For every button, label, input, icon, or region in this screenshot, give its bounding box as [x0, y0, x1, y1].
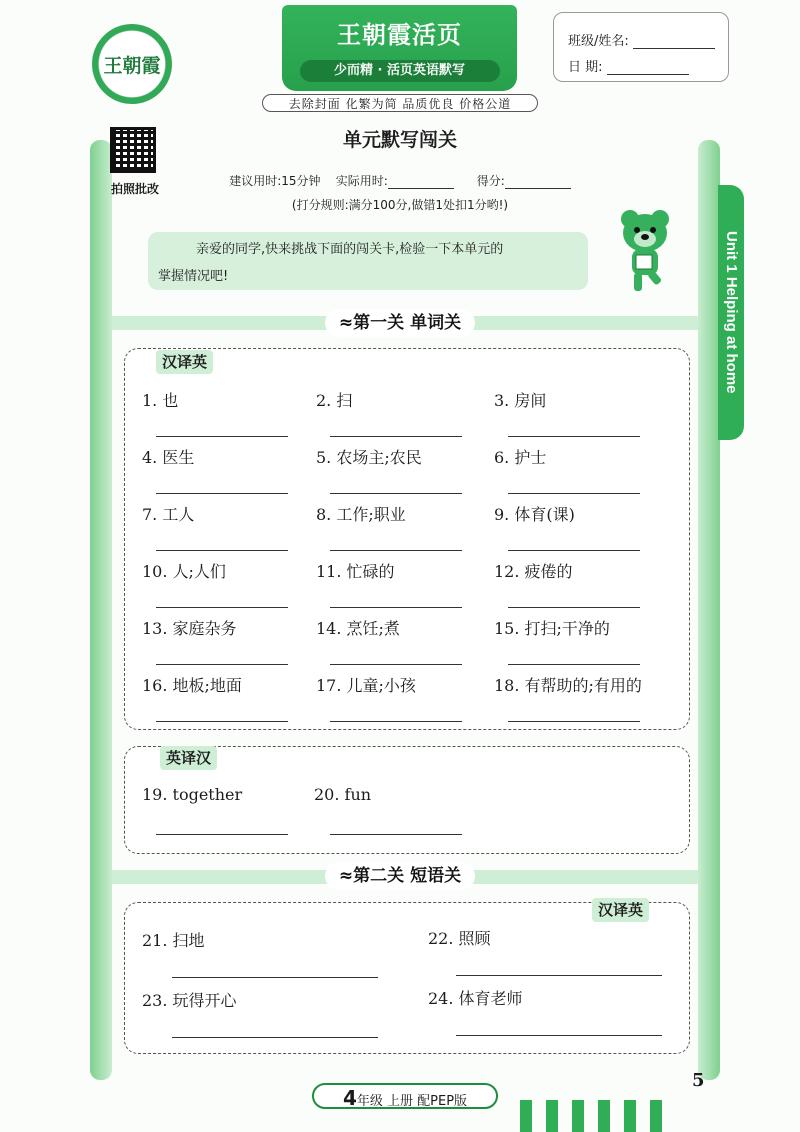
part-tag-cn-en: 汉译英: [156, 350, 213, 374]
footer-decoration: [520, 1100, 670, 1132]
part-tag-en-cn: 英译汉: [160, 746, 217, 770]
vocab-item-11: 11. 忙碌的: [316, 562, 395, 581]
actual-time-field[interactable]: [388, 176, 454, 189]
vocab-item-10: 10. 人;人们: [142, 562, 226, 581]
brand-logo: [92, 24, 172, 104]
suggested-time: 建议用时:15分钟: [229, 174, 321, 188]
grade-badge: [312, 1083, 498, 1109]
actual-time-label: 实际用时:: [335, 174, 388, 188]
score-label: 得分:: [476, 174, 505, 188]
vocab-item-7: 7. 工人: [142, 505, 195, 524]
phrase-item-23: 23. 玩得开心: [142, 991, 237, 1010]
page-frame-right: [698, 140, 720, 1080]
score-field[interactable]: [505, 176, 571, 189]
vocab-item-1: 1. 也: [142, 391, 179, 410]
intro-line-2: 掌握情况吧!: [158, 269, 229, 284]
answer-line-12[interactable]: [508, 607, 640, 608]
answer-line-22[interactable]: [456, 975, 662, 976]
page-number: 5: [692, 1070, 705, 1091]
answer-line-24[interactable]: [456, 1035, 662, 1036]
unit-side-tab: Unit 1 Helping at home: [718, 185, 744, 440]
page-frame-left: [90, 140, 112, 1080]
answer-line-16[interactable]: [156, 721, 288, 722]
time-line: [0, 172, 800, 189]
answer-line-6[interactable]: [508, 493, 640, 494]
section-1-title: ≈第一关 单词关: [325, 309, 475, 337]
qr-label: 拍照批改: [110, 182, 159, 196]
vocab-item-13: 13. 家庭杂务: [142, 619, 237, 638]
answer-line-11[interactable]: [330, 607, 462, 608]
phrase-item-21: 21. 扫地: [142, 931, 205, 950]
vocab-item-18: 18. 有帮助的;有用的: [494, 676, 642, 695]
answer-line-7[interactable]: [156, 550, 288, 551]
section-2-title: ≈第二关 短语关: [325, 862, 475, 890]
answer-line-2[interactable]: [330, 436, 462, 437]
vocab-item-9: 9. 体育(课): [494, 505, 575, 524]
answer-line-20[interactable]: [330, 834, 462, 835]
answer-line-5[interactable]: [330, 493, 462, 494]
section-2-heading: [0, 862, 800, 890]
vocab-item-16: 16. 地板;地面: [142, 676, 242, 695]
vocab-item-15: 15. 打扫;干净的: [494, 619, 610, 638]
banner-subtitle: 少而精 · 活页英语默写: [300, 60, 500, 82]
banner-title: 王朝霞活页: [337, 20, 462, 49]
answer-line-8[interactable]: [330, 550, 462, 551]
vocab-item-6: 6. 护士: [494, 448, 547, 467]
phrase-item-22: 22. 照顾: [428, 929, 491, 948]
section-1-heading: [0, 309, 800, 337]
phrase-item-24: 24. 体育老师: [428, 989, 523, 1008]
answer-line-10[interactable]: [156, 607, 288, 608]
vocab-item-2: 2. 扫: [316, 391, 353, 410]
part-tag-phrase: 汉译英: [592, 898, 649, 922]
scoring-rule: (打分规则:满分100分,做错1处扣1分哟!): [291, 198, 509, 212]
grade-text: 年级 上册 配PEP版: [356, 1094, 468, 1109]
class-name-label: 班级/姓名:: [568, 34, 629, 49]
logo-text: 王朝霞: [103, 54, 161, 77]
page-title: 单元默写闯关: [342, 129, 457, 151]
vocab-item-17: 17. 儿童;小孩: [316, 676, 416, 695]
intro-line-1: 亲爱的同学,快来挑战下面的闯关卡,检验一下本单元的: [196, 242, 504, 257]
answer-line-18[interactable]: [508, 721, 640, 722]
answer-line-23[interactable]: [172, 1037, 378, 1038]
bear-mascot-icon: [610, 205, 680, 295]
answer-line-4[interactable]: [156, 493, 288, 494]
grade-number: 4: [342, 1086, 357, 1110]
date-field[interactable]: [607, 61, 689, 75]
vocab-item-14: 14. 烹饪;煮: [316, 619, 400, 638]
answer-line-15[interactable]: [508, 664, 640, 665]
answer-line-17[interactable]: [330, 721, 462, 722]
vocab-item-3: 3. 房间: [494, 391, 547, 410]
vocab-item-20: 20. fun: [314, 785, 372, 804]
answer-line-21[interactable]: [172, 977, 378, 978]
answer-line-13[interactable]: [156, 664, 288, 665]
answer-line-19[interactable]: [156, 834, 288, 835]
vocab-item-5: 5. 农场主;农民: [316, 448, 422, 467]
answer-line-1[interactable]: [156, 436, 288, 437]
header-banner: [282, 5, 517, 91]
vocab-item-8: 8. 工作;职业: [316, 505, 406, 524]
answer-line-3[interactable]: [508, 436, 640, 437]
vocab-item-4: 4. 医生: [142, 448, 195, 467]
name-box: [553, 12, 729, 82]
phrase-box: [124, 902, 690, 1054]
slogan: 去除封面 化繁为简 品质优良 价格公道: [262, 94, 538, 112]
answer-line-9[interactable]: [508, 550, 640, 551]
class-name-field[interactable]: [633, 35, 715, 49]
vocab-item-12: 12. 疲倦的: [494, 562, 573, 581]
date-label: 日 期:: [568, 60, 603, 75]
intro-box: [148, 232, 588, 290]
vocab-item-19: 19. together: [142, 785, 243, 804]
answer-line-14[interactable]: [330, 664, 462, 665]
